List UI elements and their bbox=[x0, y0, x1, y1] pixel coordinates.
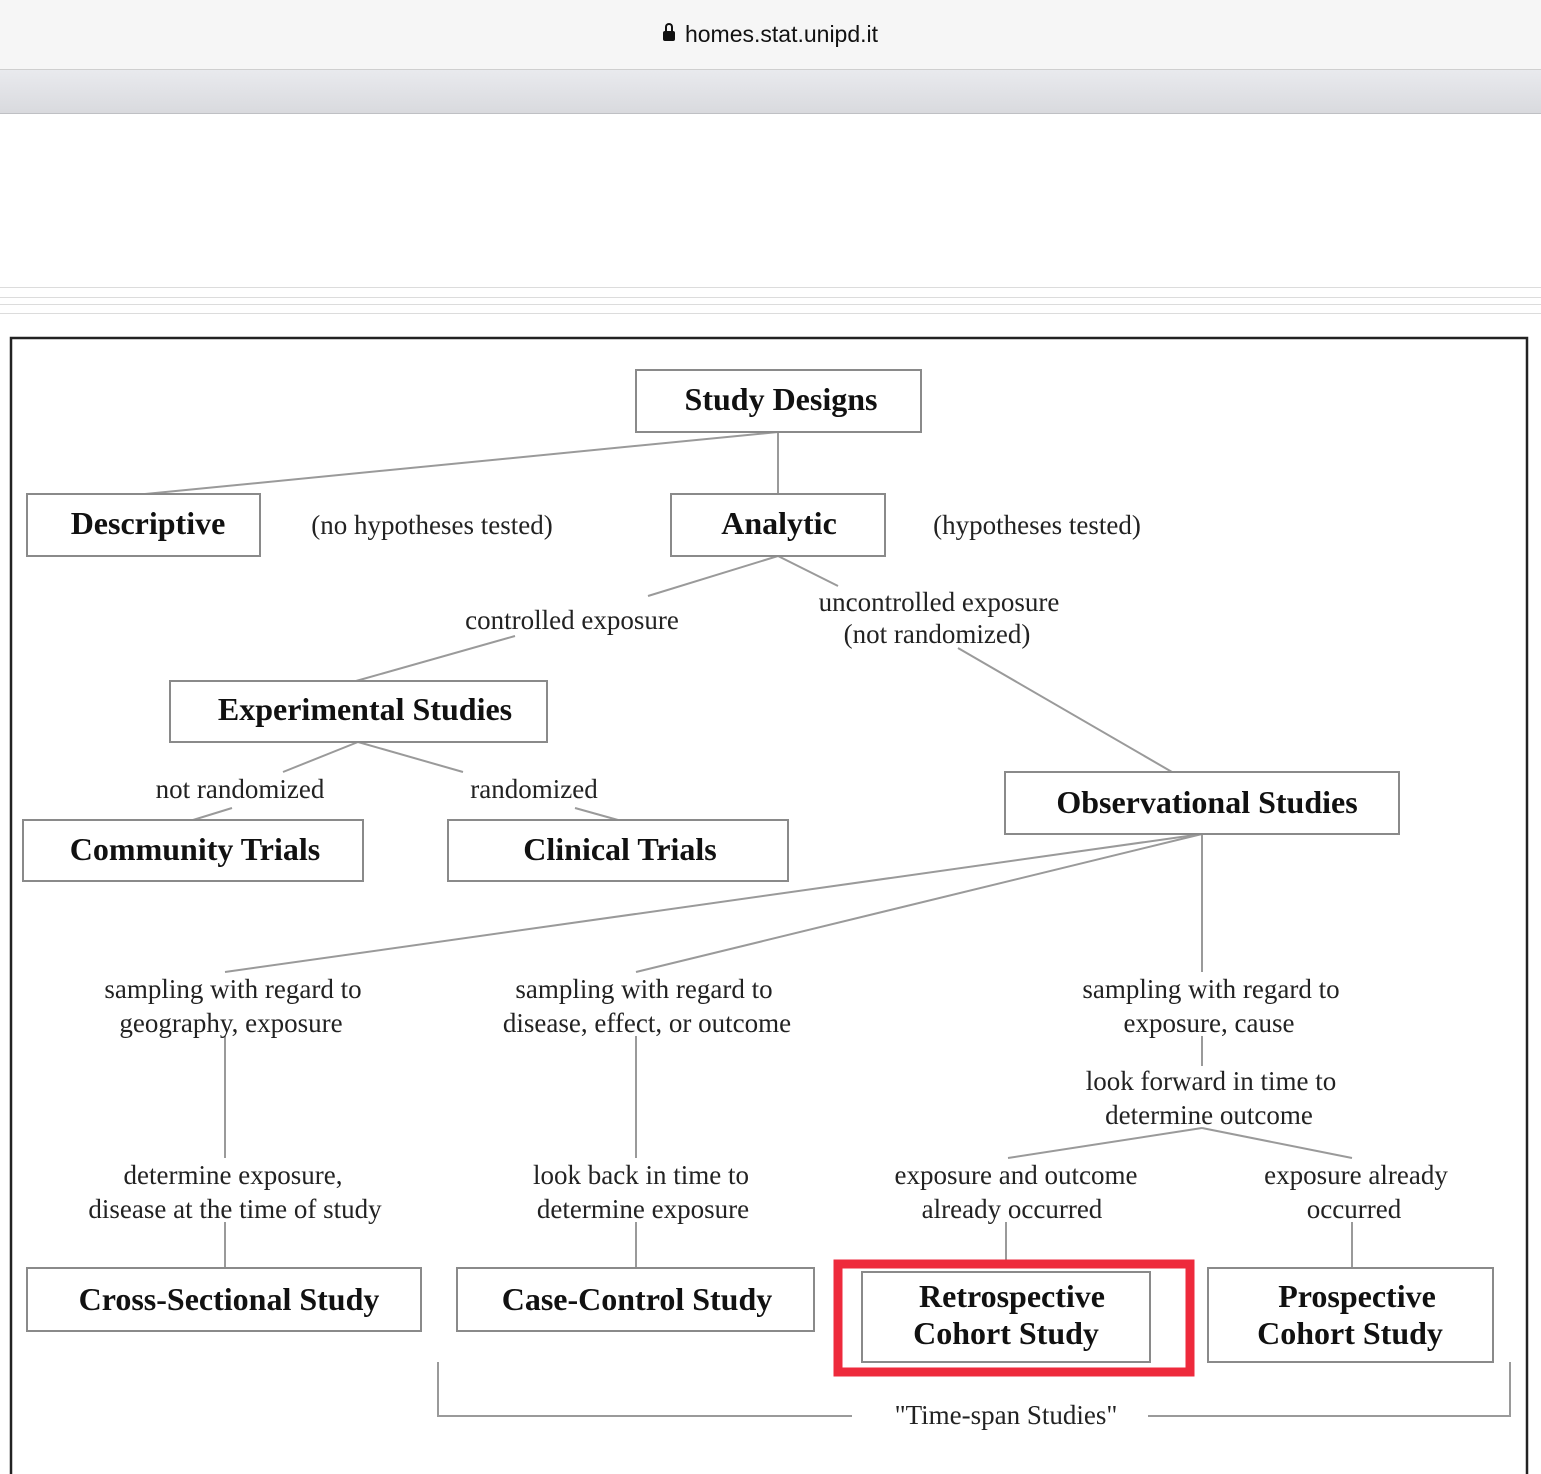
look-back-note: determine exposure bbox=[536, 1194, 750, 1224]
sampling-exposure-label: sampling with regard to bbox=[1082, 974, 1340, 1004]
determine-exposure-label: determine exposure, bbox=[123, 1160, 343, 1190]
look-back-label: look back in time to bbox=[533, 1160, 749, 1190]
sampling-exposure-note: exposure, cause bbox=[1123, 1008, 1295, 1038]
look-forward-note: determine outcome bbox=[1105, 1100, 1313, 1130]
observational-studies-label: Observational Studies bbox=[1056, 784, 1358, 820]
controlled-exposure-label: controlled exposure bbox=[465, 605, 679, 635]
experimental-studies-label: Experimental Studies bbox=[217, 691, 513, 727]
time-span-label: "Time-span Studies" bbox=[894, 1400, 1118, 1430]
uncontrolled-exposure-label: uncontrolled exposure bbox=[818, 587, 1060, 617]
already-occurred-note: already occurred bbox=[921, 1194, 1103, 1224]
url-text: homes.stat.unipd.it bbox=[684, 21, 879, 47]
not-randomized-note: (not randomized) bbox=[843, 619, 1031, 649]
exposure-already-note: occurred bbox=[1306, 1194, 1402, 1224]
clinical-trials-label: Clinical Trials bbox=[523, 831, 717, 867]
prospective-cohort-label: Cohort Study bbox=[1257, 1315, 1443, 1351]
sampling-geography-note: geography, exposure bbox=[119, 1008, 343, 1038]
case-control-label: Case-Control Study bbox=[501, 1281, 773, 1317]
analytic-label: Analytic bbox=[721, 505, 837, 541]
retrospective-label: Retrospective bbox=[919, 1278, 1105, 1314]
look-forward-label: look forward in time to bbox=[1085, 1066, 1337, 1096]
prospective-label: Prospective bbox=[1278, 1278, 1436, 1314]
randomized-label: randomized bbox=[470, 774, 598, 804]
descriptive-note: (no hypotheses tested) bbox=[311, 510, 553, 540]
retrospective-cohort-label: Cohort Study bbox=[913, 1315, 1099, 1351]
already-occurred-label: exposure and outcome bbox=[894, 1160, 1138, 1190]
analytic-note: (hypotheses tested) bbox=[933, 510, 1141, 540]
exposure-already-label: exposure already bbox=[1264, 1160, 1448, 1190]
sampling-geography-label: sampling with regard to bbox=[104, 974, 362, 1004]
sampling-disease-label: sampling with regard to bbox=[515, 974, 773, 1004]
sampling-disease-note: disease, effect, or outcome bbox=[502, 1008, 792, 1038]
study-designs-label: Study Designs bbox=[684, 381, 878, 417]
descriptive-label: Descriptive bbox=[70, 505, 226, 541]
community-trials-label: Community Trials bbox=[69, 831, 321, 867]
determine-exposure-note: disease at the time of study bbox=[88, 1194, 382, 1224]
not-randomized-label: not randomized bbox=[155, 774, 325, 804]
cross-sectional-label: Cross-Sectional Study bbox=[78, 1281, 380, 1317]
